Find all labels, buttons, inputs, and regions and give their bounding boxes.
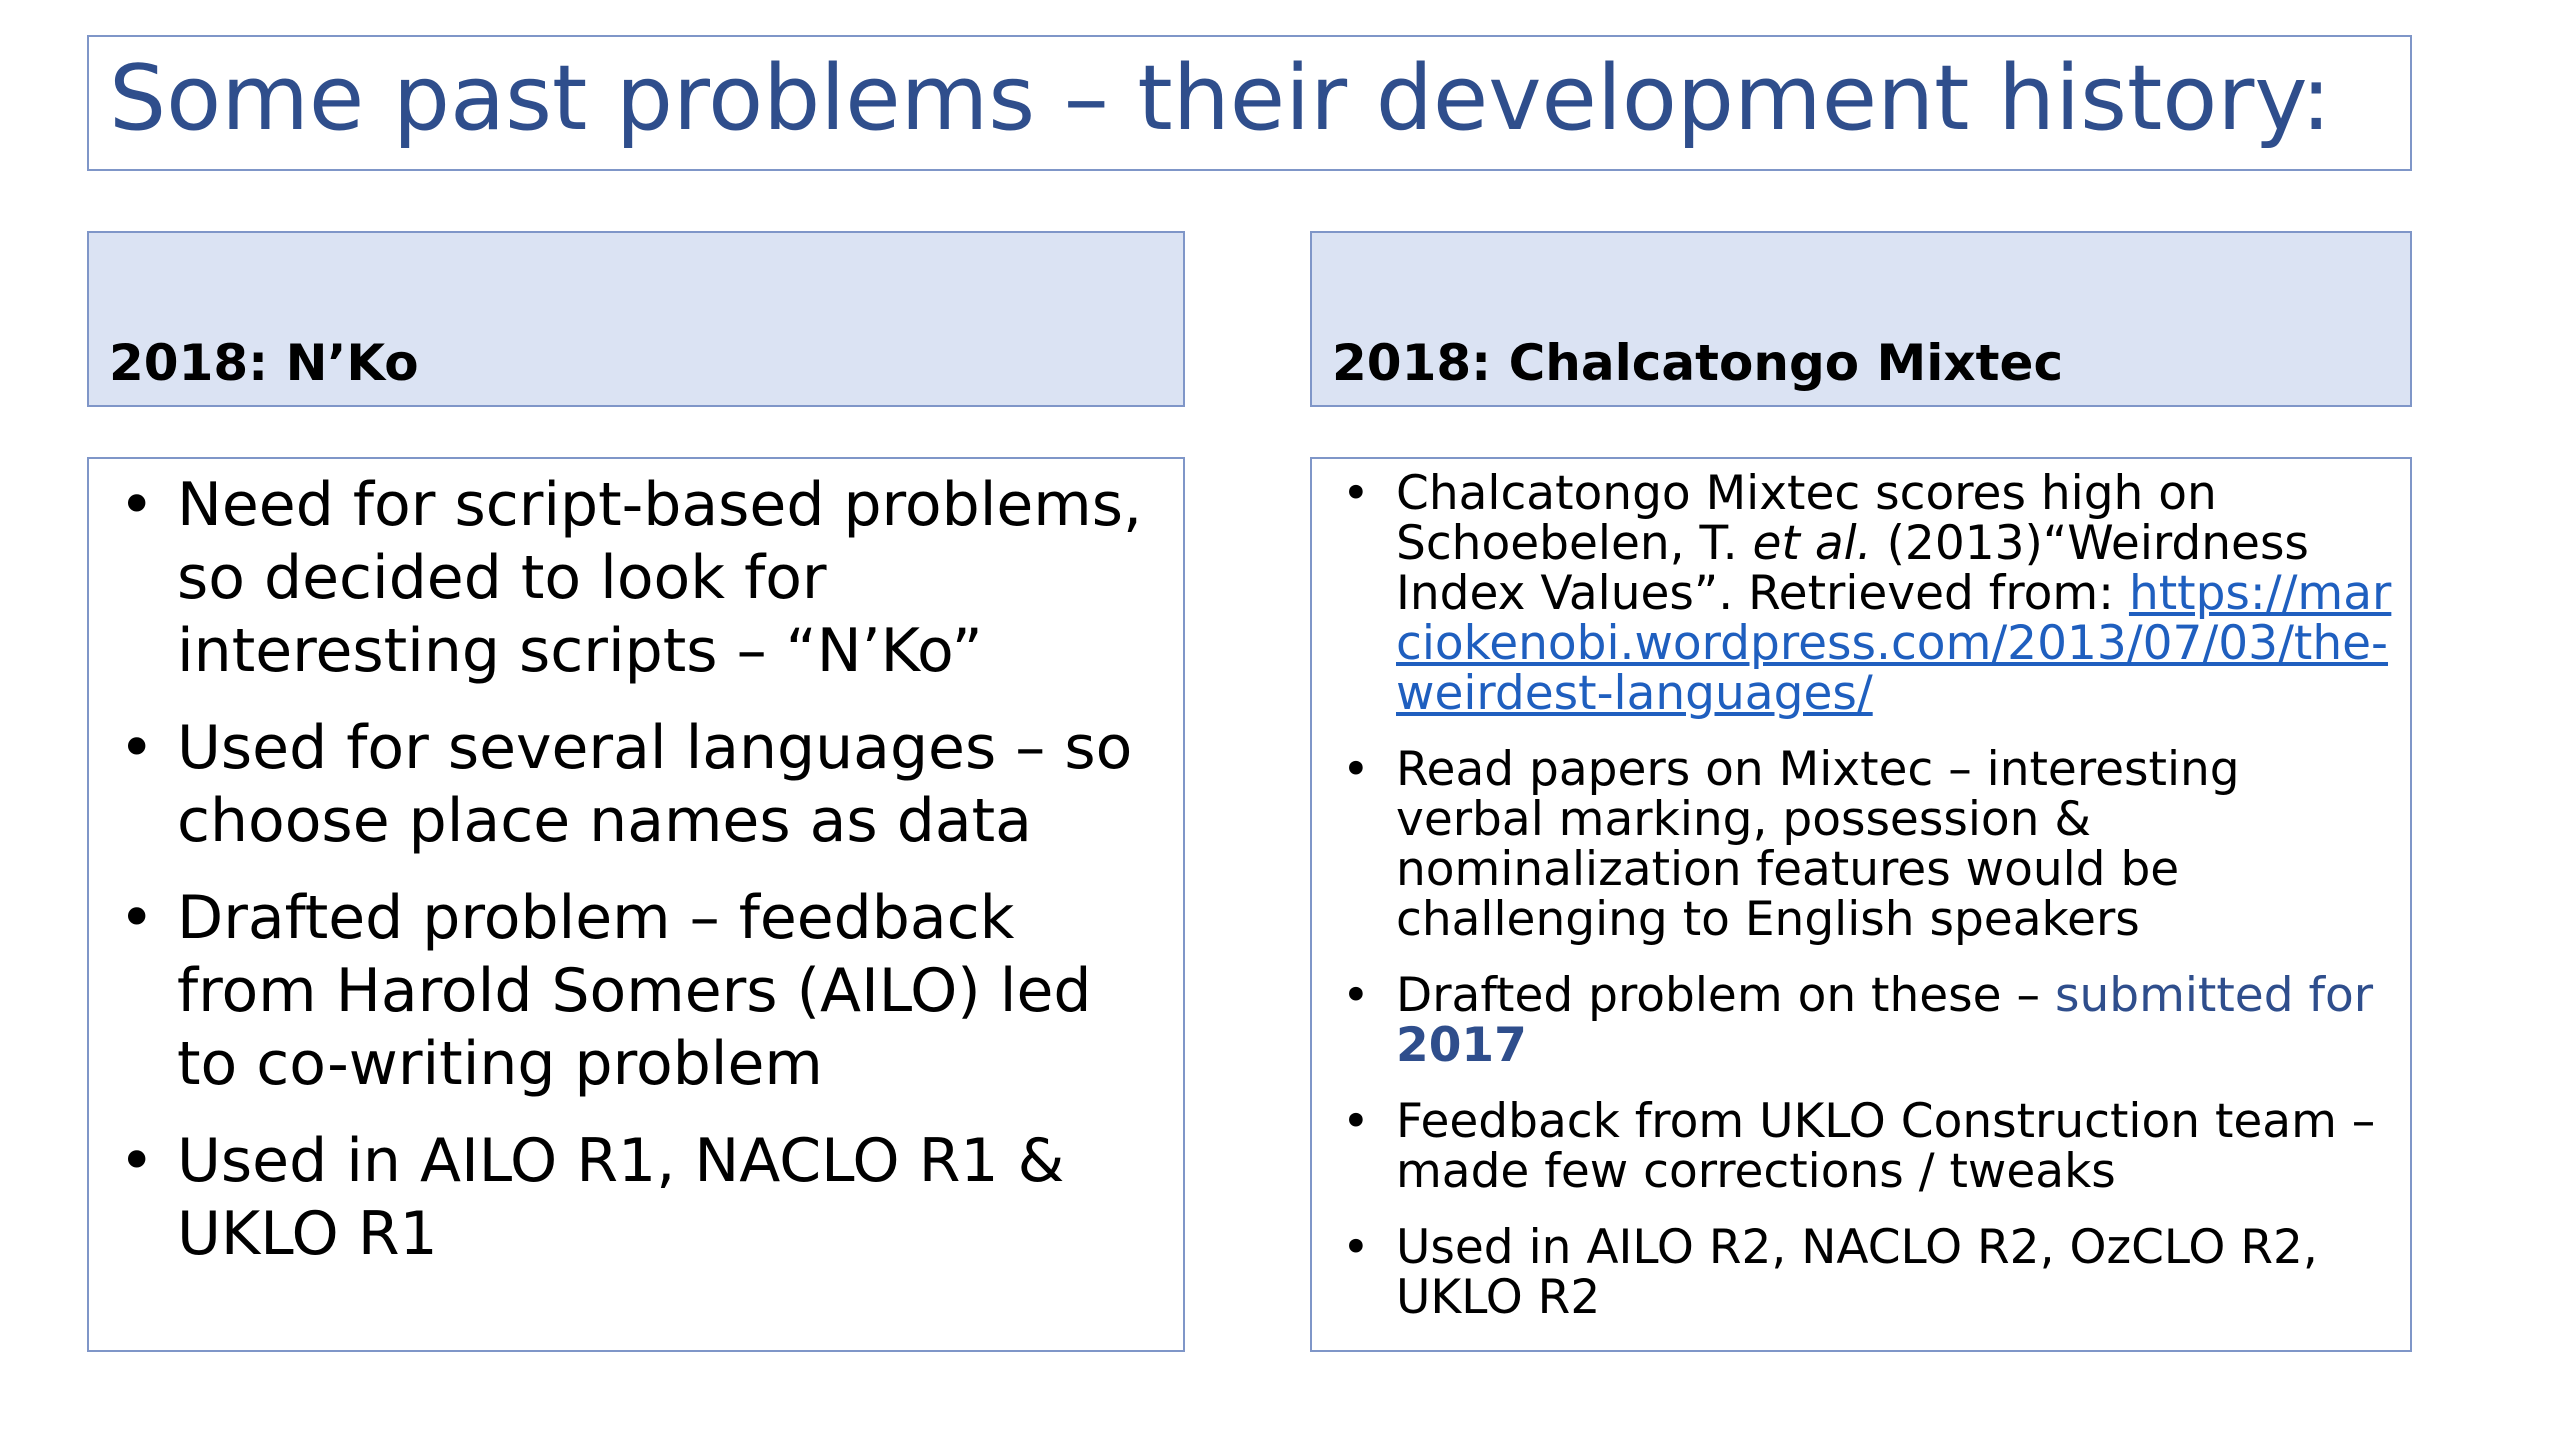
bullet-icon: • [1342, 1220, 1370, 1275]
right-column-header [1310, 231, 2412, 407]
list-item-text: Used in AILO R1, NACLO R1 & UKLO R1 [177, 1126, 1065, 1269]
list-item-text: Feedback from UKLO Construction team – made few corrections / tweaks [1396, 1094, 2376, 1199]
list-item-text: Drafted problem on these – [1396, 968, 2055, 1023]
citation-text: Chalcatongo Mixtec scores high on Schoebelen, T. [1396, 466, 2217, 571]
bullet-icon: • [119, 883, 155, 953]
list-item [1330, 466, 2400, 721]
right-bullet-list [1330, 466, 2400, 1349]
list-item [107, 469, 1167, 688]
right-column-heading: 2018: Chalcatongo Mixtec [1332, 334, 2064, 392]
bullet-icon: • [119, 713, 155, 783]
list-item [107, 712, 1167, 858]
citation-link[interactable]: https://marciokenobi.wordpress.com/2013/07/03/the-weirdest-languages/ [1396, 566, 2392, 721]
bullet-icon: • [1342, 466, 1370, 521]
list-item [107, 882, 1167, 1101]
left-column-heading: 2018: N’Ko [109, 334, 419, 392]
bullet-icon: • [119, 470, 155, 540]
list-item-text: Need for script-based problems, so decided to look for interesting scripts – “N’Ko” [177, 470, 1143, 686]
list-item [1330, 742, 2400, 947]
list-item-text: Drafted problem – feedback from Harold Somers (AILO) led to co-writing problem [177, 883, 1092, 1099]
left-column-header [87, 231, 1185, 407]
bullet-icon: • [1342, 742, 1370, 797]
bullet-icon: • [119, 1126, 155, 1196]
list-item-text: Read papers on Mixtec – interesting verbal marking, possession & nominalization features would be challenging to English speakers [1396, 742, 2240, 947]
right-column-body [1310, 457, 2412, 1352]
list-item [1330, 1220, 2400, 1325]
citation-italic: et al. [1752, 516, 1872, 571]
bullet-icon: • [1342, 968, 1370, 1023]
submitted-text: submitted for [2054, 968, 2374, 1023]
title-box [87, 35, 2412, 171]
slide-title: Some past problems – their development history: [109, 46, 2332, 151]
submitted-year: 2017 [1396, 1018, 1527, 1073]
left-bullet-list [107, 469, 1167, 1295]
list-item-text: Used in AILO R2, NACLO R2, OzCLO R2, UKLO R2 [1396, 1220, 2318, 1325]
list-item [1330, 968, 2400, 1073]
left-column-body [87, 457, 1185, 1352]
bullet-icon: • [1342, 1094, 1370, 1149]
list-item-text: Used for several languages – so choose place names as data [177, 713, 1133, 856]
list-item [1330, 1094, 2400, 1199]
list-item [107, 1125, 1167, 1271]
citation-text-cont: (2013)“Weirdness Index Values”. Retrieved from: [1396, 516, 2309, 621]
